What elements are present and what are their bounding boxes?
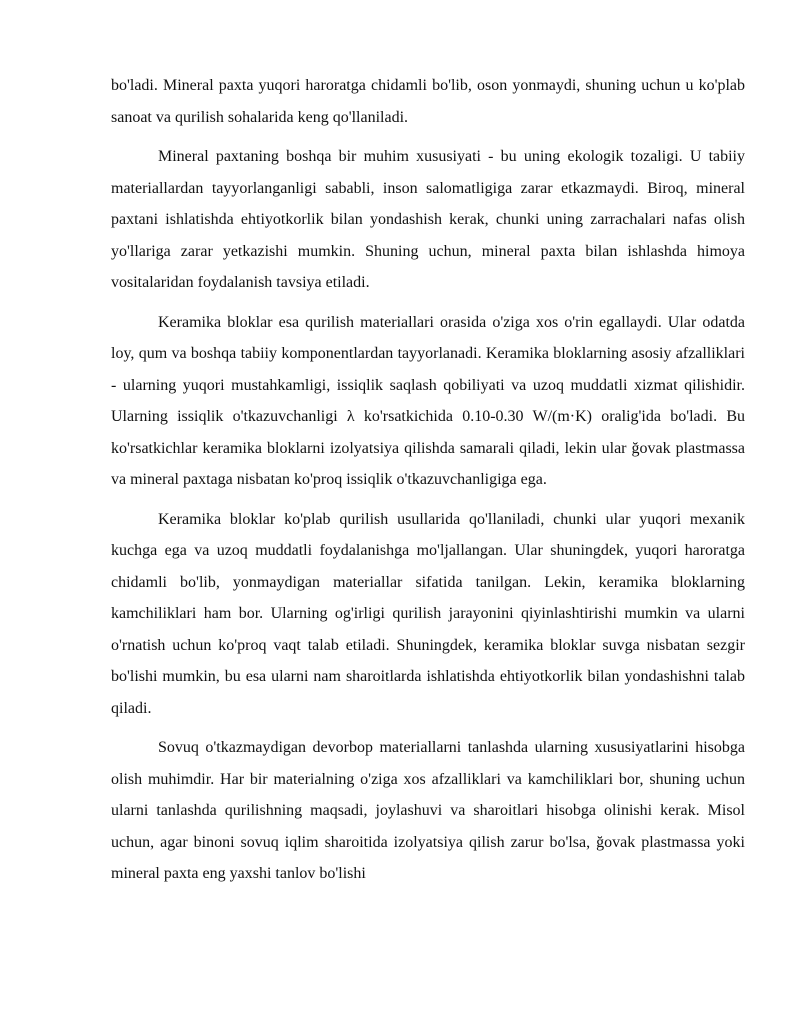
paragraph-ceramic-blocks: Keramika bloklar esa qurilish materiallari orasida o'ziga xos o'rin egallaydi. Ular odatda loy, qum va boshqa tabiiy komponentlardan tayyorlanadi. Keramika bloklarning asosiy afzalliklari - ularning yuqori mustahkamligi, issiqlik saqlash qobiliyati va uzoq muddatli xizmat qilishidir. Ularning issiqlik o'tkazuvchanligi λ ko'rsatkichida 0.10-0.30 W/(m·K) oralig'ida bo'ladi. Bu ko'rsatkichlar keramika bloklarni izolyatsiya qilishda samarali qiladi, lekin ular ğovak plastmassa va mineral paxtaga nisbatan ko'proq issiqlik o'tkazuvchanligiga ega. — [111, 313, 745, 488]
paragraph-ceramic-blocks-usage: Keramika bloklar ko'plab qurilish usullarida qo'llaniladi, chunki ular yuqori mexanik kuchga ega va uzoq muddatli foydalanishga mo'ljallangan. Ular shuningdek, yuqori haroratga chidamli bo'lib, yonmaydigan materiallar sifatida tanilgan. Lekin, keramika bloklarning kamchiliklari ham bor. Ularning og'irligi qurilish jarayonini qiyinlashtirishi mumkin va ularni o'rnatish uchun ko'proq vaqt talab etiladi. Shuningdek, keramika bloklar suvga nisbatan sezgir bo'lishi mumkin, bu esa ularni nam sharoitlarda ishlatishda ehtiyotkorlik bilan yondashishni talab qiladi. — [111, 510, 745, 717]
paragraph-material-selection: Sovuq o'tkazmaydigan devorbop materiallarni tanlashda ularning xususiyatlarini hisobga olish muhimdir. Har bir materialning o'ziga xos afzalliklari va kamchiliklari bor, shuning uchun ularni tanlashda qurilishning maqsadi, joylashuvi va sharoitlari hisobga olinishi kerak. Misol uchun, agar binoni sovuq iqlim sharoitida izolyatsiya qilish zarur bo'lsa, ğovak plastmassa yoki mineral paxta eng yaxshi tanlov bo'lishi — [111, 739, 745, 882]
paragraph-continuation: bo'ladi. Mineral paxta yuqori haroratga chidamli bo'lib, oson yonmaydi, shuning uchun u ko'plab sanoat va qurilish sohalarida keng qo'llaniladi. — [111, 77, 745, 126]
document-page — [111, 70, 745, 890]
paragraph-mineral-wool-ecology: Mineral paxtaning boshqa bir muhim xususiyati - bu uning ekologik tozaligi. U tabiiy materiallardan tayyorlanganligi sababli, inson salomatligiga zarar etkazmaydi. Biroq, mineral paxtani ishlatishda ehtiyotkorlik bilan yondashish kerak, chunki uning zarrachalari nafas olish yo'llariga zarar yetkazishi mumkin. Shuning uchun, mineral paxta bilan ishlashda himoya vositalaridan foydalanish tavsiya etiladi. — [111, 148, 745, 291]
